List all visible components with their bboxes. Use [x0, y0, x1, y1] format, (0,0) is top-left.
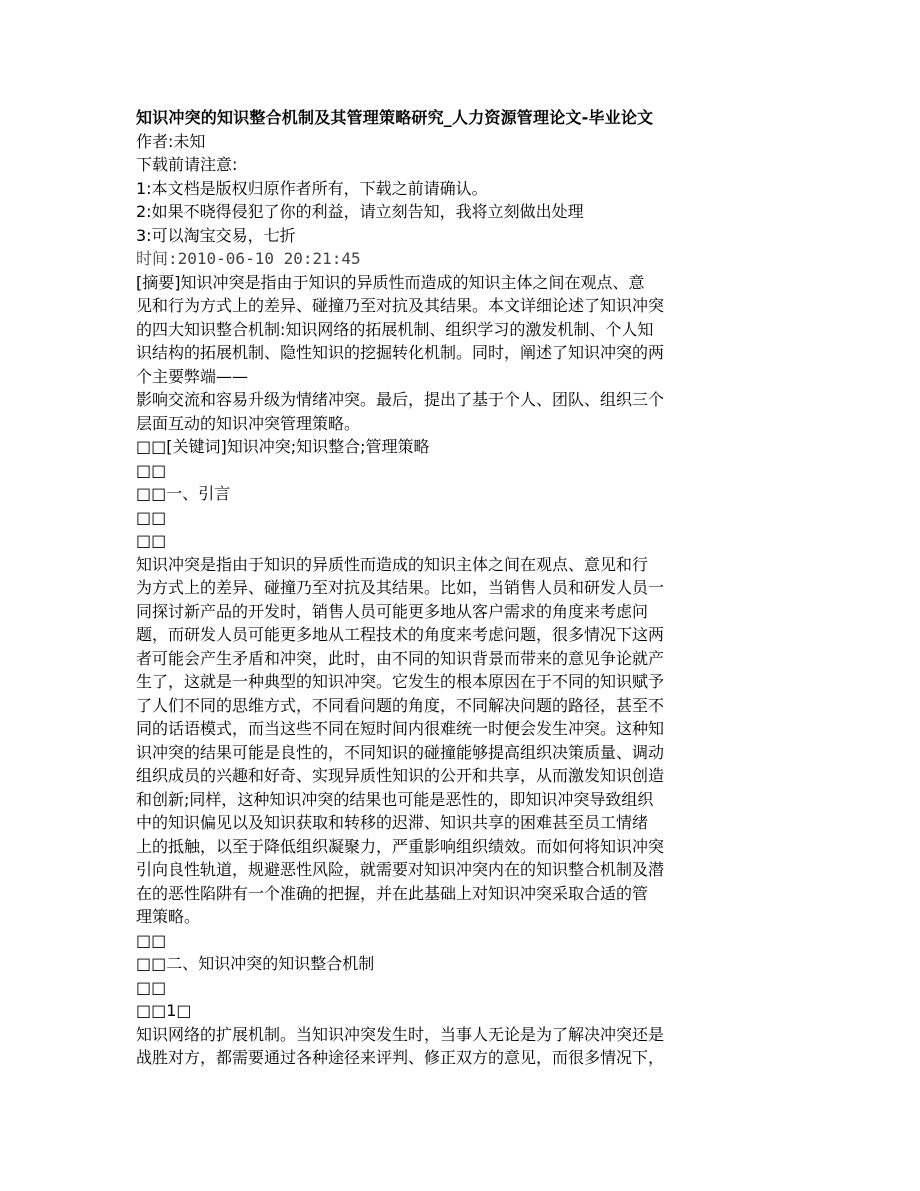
body-line: 组织成员的兴趣和好奇、实现异质性知识的公开和共享，从而激发知识创造 [136, 766, 665, 785]
blank-line: □□ [136, 460, 167, 480]
blank-line: □□ [136, 930, 167, 950]
document-title: 知识冲突的知识整合机制及其管理策略研究_人力资源管理论文-毕业论文 [136, 108, 654, 127]
body-line: 题，而研发人员可能更多地从工程技术的角度来考虑问题，很多情况下这两 [136, 625, 665, 644]
notice-item: 3:可以淘宝交易，七折 [136, 225, 296, 245]
abstract-line: 层面互动的知识冲突管理策略。 [136, 413, 361, 433]
body-line: 生了，这就是一种典型的知识冲突。它发生的根本原因在于不同的知识赋予 [136, 672, 665, 691]
abstract-line: 的四大知识整合机制:知识网络的拓展机制、组织学习的激发机制、个人知 [136, 319, 654, 339]
body-line: 在的恶性陷阱有一个准确的把握，并在此基础上对知识冲突采取合适的管 [136, 883, 649, 903]
abstract-line: [摘要]知识冲突是指由于知识的异质性而造成的知识主体之间在观点、意 [136, 272, 645, 292]
author-line: 作者:未知 [136, 131, 206, 151]
body-line: 理策略。 [136, 907, 201, 926]
document-page [136, 106, 736, 1070]
notice-item: 2:如果不晓得侵犯了你的利益，请立刻告知，我将立刻做出处理 [136, 202, 584, 221]
body-line: 知识网络的扩展机制。当知识冲突发生时，当事人无论是为了解决冲突还是 [136, 1024, 665, 1044]
body-line: 引向良性轨道，规避恶性风险，就需要对知识冲突内在的知识整合机制及潜 [136, 860, 665, 879]
body-line: 战胜对方，都需要通过各种途径来评判、修正双方的意见，而很多情况下， [136, 1048, 665, 1067]
notice-heading: 下载前请注意: [136, 155, 238, 174]
abstract-line: 影响交流和容易升级为情绪冲突。最后，提出了基于个人、团队、组织三个 [136, 390, 665, 409]
blank-line: □□ [136, 531, 167, 550]
section-heading-mechanism: □□二、知识冲突的知识整合机制 [136, 954, 375, 973]
blank-line: □□ [136, 977, 167, 997]
blank-line: □□ [136, 507, 167, 527]
body-line: 上的抵触，以至于降低组织凝聚力，严重影响组织绩效。而如何将知识冲突 [136, 836, 665, 856]
keywords-line: □□[关键词]知识冲突;知识整合;管理策略 [136, 437, 430, 456]
body-line: 中的知识偏见以及知识获取和转移的迟滞、知识共享的困难甚至员工情绪 [136, 813, 649, 832]
abstract-line: 见和行为方式上的差异、碰撞乃至对抗及其结果。本文详细论述了知识冲突 [136, 296, 665, 315]
body-line: 同探讨新产品的开发时，销售人员可能更多地从客户需求的角度来考虑问 [136, 601, 649, 621]
abstract-line: 个主要弊端—— [136, 366, 249, 386]
body-line: 为方式上的差异、碰撞乃至对抗及其结果。比如，当销售人员和研发人员一 [136, 578, 665, 597]
subsection-number: □□1□ [136, 1001, 192, 1020]
body-line: 了人们不同的思维方式，不同看问题的角度，不同解决问题的路径，甚至不 [136, 695, 665, 715]
section-heading-intro: □□一、引言 [136, 484, 231, 503]
body-line: 知识冲突是指由于知识的异质性而造成的知识主体之间在观点、意见和行 [136, 554, 649, 574]
body-line: 和创新;同样，这种知识冲突的结果也可能是恶性的，即知识冲突导致组织 [136, 789, 654, 809]
body-line: 同的话语模式，而当这些不同在短时间内很难统一时便会发生冲突。这种知 [136, 719, 665, 738]
body-line: 识冲突的结果可能是良性的，不同知识的碰撞能够提高组织决策质量、调动 [136, 742, 665, 762]
body-line: 者可能会产生矛盾和冲突，此时，由不同的知识背景而带来的意见争论就产 [136, 648, 665, 668]
time-line: 时间:2010-06-10 20:21:45 [136, 249, 361, 268]
abstract-line: 识结构的拓展机制、隐性知识的挖掘转化机制。同时，阐述了知识冲突的两 [136, 343, 665, 362]
notice-item: 1:本文档是版权归原作者所有，下载之前请确认。 [136, 178, 488, 198]
